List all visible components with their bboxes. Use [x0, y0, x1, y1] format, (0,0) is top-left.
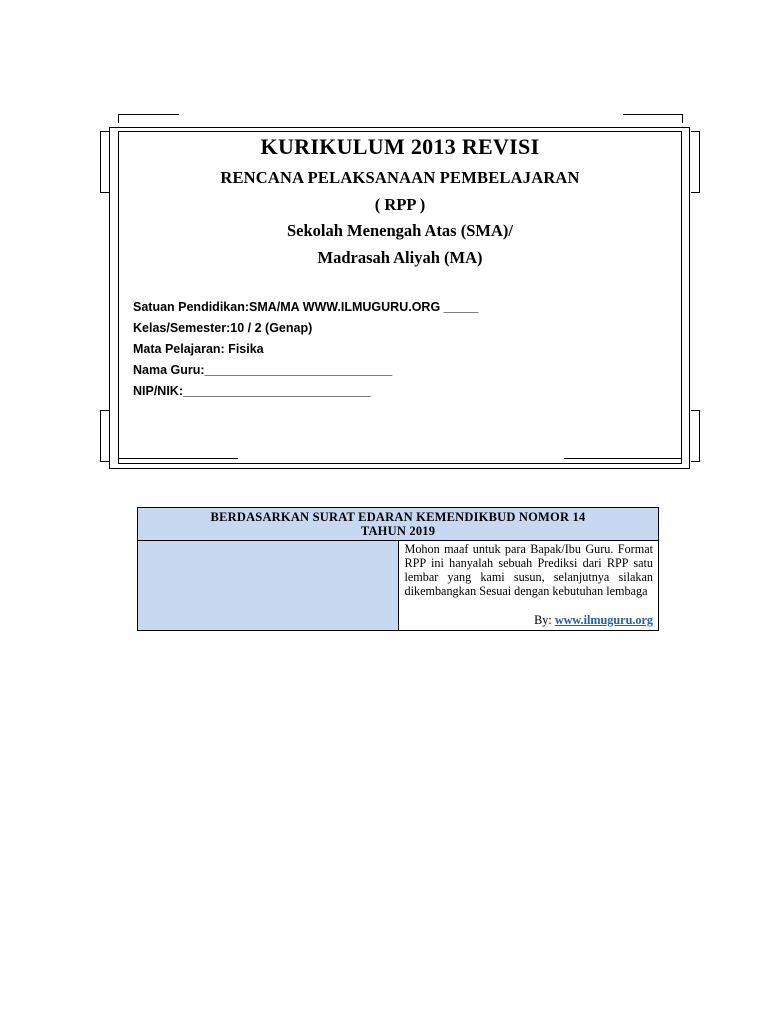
school-type-line-2: Madrasah Aliyah (MA)	[317, 248, 483, 267]
document-title: KURIKULUM 2013 REVISI	[260, 134, 540, 159]
notice-message: Mohon maaf untuk para Bapak/Ibu Guru. Format RPP ini hanyalah sebuah Prediksi dari RPP satu lembar yang kami susun, selanjutnya silakan dikembangkan Sesuai dengan kebutuhan lembaga	[404, 542, 653, 598]
field-satuan-pendidikan: Satuan Pendidikan:SMA/MA WWW.ILMUGURU.ORG _____	[133, 300, 479, 314]
document-subtitle: RENCANA PELAKSANAAN PEMBELAJARAN	[220, 168, 580, 187]
notice-signature	[405, 613, 654, 627]
field-nama-guru: Nama Guru:___________________________	[133, 363, 393, 377]
notice-header-line-1: BERDASARKAN SURAT EDARAN KEMENDIKBUD NOMOR 14	[210, 510, 586, 524]
field-nip-nik: NIP/NIK:___________________________	[133, 384, 371, 398]
by-label: By:	[534, 613, 555, 627]
field-kelas-semester: Kelas/Semester:10 / 2 (Genap)	[133, 321, 313, 335]
notice-header	[138, 508, 659, 541]
document-abbreviation: ( RPP )	[374, 195, 426, 214]
notice-side-cell	[138, 541, 399, 631]
identity-fields	[133, 297, 478, 402]
school-type-line-1: Sekolah Menengah Atas (SMA)/	[287, 221, 513, 240]
field-mata-pelajaran: Mata Pelajaran: Fisika	[133, 342, 264, 356]
notice-body	[398, 541, 659, 631]
notice-header-line-2: TAHUN 2019	[360, 524, 436, 538]
website-link[interactable]: www.ilmuguru.org	[554, 613, 653, 627]
notice-box	[137, 507, 659, 631]
